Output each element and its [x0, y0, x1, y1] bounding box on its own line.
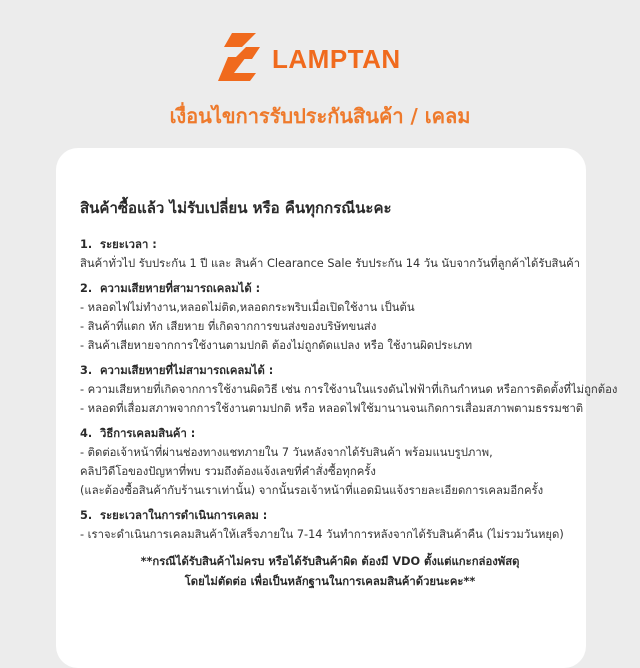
section-heading: [80, 424, 580, 443]
section-line: สินค้าทั่วไป รับประกัน 1 ปี และ สินค้า Clearance Sale รับประกัน 14 วัน นับจากวันที่ลูกค้าได้รับสินค้า: [80, 257, 581, 270]
section-line: (และต้องซื้อสินค้ากับร้านเราเท่านั้น) จากนั้นรอเจ้าหน้าที่แอดมินแจ้งรายละเอียดการเคลมอีกครั้ง: [80, 484, 544, 497]
section-title: ความเสียหายที่ไม่สามารถเคลมได้ :: [100, 364, 274, 377]
section-heading: [80, 279, 580, 298]
page-heading: เงื่อนไขการรับประกันสินค้า / เคลม: [169, 104, 471, 128]
section-claim-duration: [80, 506, 580, 544]
footnote: [80, 552, 580, 592]
footnote-line: **กรณีได้รับสินค้าไม่ครบ หรือได้รับสินค้าผิด ต้องมี VDO ตั้งแต่แกะกล่องพัสดุ: [140, 555, 520, 568]
lamptan-bolt-icon: [216, 33, 266, 81]
section-title: ระยะเวลา :: [100, 238, 157, 251]
section-claimable: [80, 279, 580, 355]
section-number: 4.: [80, 427, 93, 440]
section-number: 3.: [80, 364, 93, 377]
brand-logo: [216, 33, 401, 81]
section-period: [80, 235, 580, 273]
section-line: - หลอดไฟไม่ทำงาน,หลอดไม่ติด,หลอดกระพริบเมื่อเปิดใช้งาน เป็นต้น: [80, 301, 415, 314]
main-title: สินค้าซื้อแล้ว ไม่รับเปลี่ยน หรือ คืนทุกกรณีนะคะ: [80, 199, 392, 217]
section-title: ความเสียหายที่สามารถเคลมได้ :: [100, 282, 261, 295]
section-line: - เราจะดำเนินการเคลมสินค้าให้เสร็จภายใน 7-14 วันทำการหลังจากได้รับสินค้าคืน (ไม่รวมวันหยุด): [80, 528, 564, 541]
conditions-content: [80, 199, 618, 592]
section-heading: [80, 235, 580, 254]
section-line: - สินค้าที่แตก หัก เสียหาย ที่เกิดจากการขนส่งของบริษัทขนส่ง: [80, 320, 377, 333]
section-line: - สินค้าเสียหายจากการใช้งานตามปกติ ต้องไม่ถูกดัดแปลง หรือ ใช้งานผิดประเภท: [80, 339, 473, 352]
section-claim-method: [80, 424, 580, 500]
brand-name: LAMPTAN: [272, 44, 401, 74]
section-title: วิธีการเคลมสินค้า :: [100, 427, 196, 440]
section-line: - หลอดที่เสื่อมสภาพจากการใช้งานตามปกติ หรือ หลอดไฟใช้มานานจนเกิดการเสื่อมสภาพตามธรรมชาติ: [80, 402, 584, 415]
section-heading: [80, 361, 580, 380]
section-title: ระยะเวลาในการดำเนินการเคลม :: [100, 509, 268, 522]
section-number: 5.: [80, 509, 93, 522]
section-not-claimable: [80, 361, 618, 418]
section-line: - ติดต่อเจ้าหน้าที่ผ่านช่องทางแชทภายใน 7 วันหลังจากได้รับสินค้า พร้อมแนบรูปภาพ,: [80, 446, 493, 459]
footnote-line: โดยไม่ตัดต่อ เพื่อเป็นหลักฐานในการเคลมสินค้าด้วยนะคะ**: [184, 575, 476, 588]
section-line: - ความเสียหายที่เกิดจากการใช้งานผิดวิธี เช่น การใช้งานในแรงดันไฟฟ้าที่เกินกำหนด หรือการติดตั้งที่ไม่ถูกต้อง: [80, 383, 618, 396]
section-number: 2.: [80, 282, 93, 295]
section-heading: [80, 506, 580, 525]
section-number: 1.: [80, 238, 93, 251]
section-line: คลิปวิดีโอของปัญหาที่พบ รวมถึงต้องแจ้งเลขที่คำสั่งซื้อทุกครั้ง: [80, 465, 376, 478]
